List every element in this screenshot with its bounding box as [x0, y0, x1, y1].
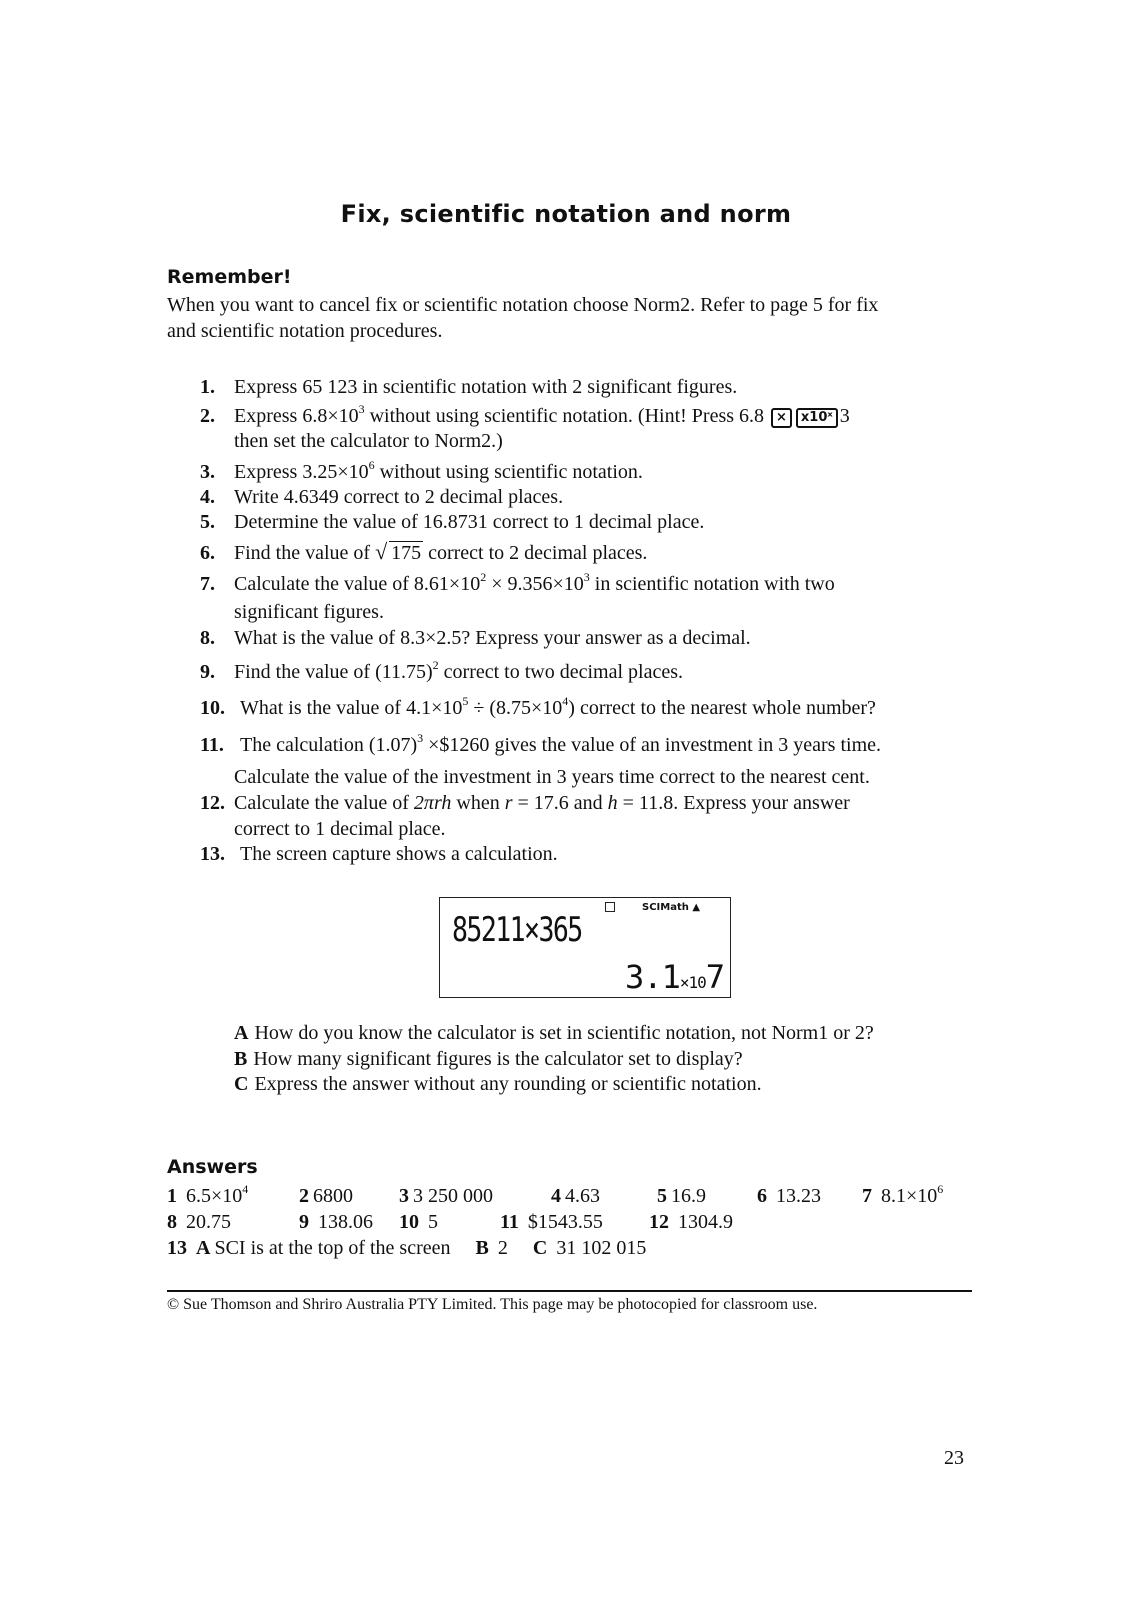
question-2-line2: then set the calculator to Norm2.) — [234, 430, 503, 452]
question-number: 9. — [200, 661, 215, 683]
question-number: 6. — [200, 542, 215, 564]
math-mode-icon — [605, 902, 615, 912]
question-1-text: Express 65 123 in scientific notation with 2 significant figures. — [234, 376, 738, 398]
answer-13: 13 A SCI is at the top of the screen B 2 C 31 102 015 — [167, 1237, 647, 1259]
answer-10: 10 5 — [399, 1211, 438, 1233]
question-number: 8. — [200, 627, 215, 649]
question-number: 13. — [200, 843, 225, 865]
question-number: 4. — [200, 486, 215, 508]
question-number: 10. — [200, 697, 225, 719]
question-4-text: Write 4.6349 correct to 2 decimal places. — [234, 486, 564, 508]
question-5-text: Determine the value of 16.8731 correct to 1 decimal place. — [234, 511, 705, 533]
question-number: 7. — [200, 573, 215, 595]
part-c: C Express the answer without any rounding or scientific notation. — [234, 1073, 762, 1095]
calculator-result: 3.1×107 — [625, 958, 724, 996]
question-7-line2: significant figures. — [234, 601, 384, 623]
answers-heading: Answers — [167, 1156, 258, 1178]
question-6-text: Find the value of √ 175 correct to 2 decimal places. — [234, 539, 648, 564]
answer-3: 3 3 250 000 — [399, 1185, 493, 1207]
question-number: 1. — [200, 376, 215, 398]
answer-6: 6 13.23 — [757, 1185, 821, 1207]
page-number: 23 — [944, 1447, 964, 1469]
question-number: 12. — [200, 792, 225, 814]
question-number: 5. — [200, 511, 215, 533]
part-b: B How many significant figures is the calculator set to display? — [234, 1048, 743, 1070]
calculator-expression: 85211×365 — [452, 910, 582, 950]
question-number: 2. — [200, 405, 215, 427]
square-root-icon: √ 175 — [375, 539, 422, 564]
question-10-text: What is the value of $4.1\times 10^5 \div (8.75\times 10^4)$ correct to the nearest whole number? — [240, 694, 876, 719]
question-8-text: What is the value of 8.3×2.5? Express your answer as a decimal. — [234, 627, 751, 649]
question-12-line2: correct to 1 decimal place. — [234, 818, 446, 840]
question-13-text: The screen capture shows a calculation. — [240, 843, 558, 865]
answer-2: 2 6800 — [299, 1185, 353, 1207]
question-11-line2: Calculate the value of the investment in 3 years time correct to the nearest cent. — [234, 766, 870, 788]
page-title: Fix, scientific notation and norm — [340, 200, 792, 228]
answer-8: 8 20.75 — [167, 1211, 231, 1233]
answer-9: 9 138.06 — [299, 1211, 373, 1233]
question-3-text: Express $3.25\times 10^6$ without using scientific notation. — [234, 458, 643, 483]
question-9-text: Find the value of $(11.75)^2$ correct to two decimal places. — [234, 658, 684, 683]
question-number: 11. — [200, 734, 224, 756]
answer-1: 1 $6.5\times 10^4$ — [167, 1182, 249, 1207]
answer-7: 7 $8.1\times 10^6$ — [862, 1182, 944, 1207]
x10-key-icon: x10ˣ — [796, 408, 838, 428]
calculator-screen — [439, 897, 731, 998]
question-2-text: Express $6.8\times 10^3$ without using scientific notation. (Hint! Press 6.8 × x10ˣ 3 — [234, 402, 850, 427]
remember-heading: Remember! — [167, 266, 292, 288]
footer-divider — [167, 1290, 972, 1292]
multiply-key-icon: × — [771, 408, 792, 428]
sci-indicator: SCIMath ▲ — [642, 902, 701, 913]
question-number: 3. — [200, 461, 215, 483]
part-a: A How do you know the calculator is set in scientific notation, not Norm1 or 2? — [234, 1022, 874, 1044]
answer-12: 12 1304.9 — [649, 1211, 733, 1233]
remember-text: When you want to cancel fix or scientific notation choose Norm2. Refer to page 5 for fix and scientific notation procedures. — [167, 294, 879, 342]
answer-11: 11 $1543.55 — [500, 1211, 603, 1233]
question-11-text: The calculation $(1.07)^3$ ×$1260 gives the value of an investment in 3 years time. — [240, 731, 881, 756]
copyright-notice: © Sue Thomson and Shriro Australia PTY Limited. This page may be photocopied for classroom use. — [167, 1296, 818, 1313]
answer-4: 4 4.63 — [551, 1185, 600, 1207]
question-7-text: Calculate the value of $8.61\times 10^2 \times 9.356\times 10^3$ in scientific notation with two — [234, 570, 835, 595]
question-12-text: Calculate the value of 2πrh when r = 17.6 and h = 11.8. Express your answer — [234, 792, 850, 814]
answer-5: 5 16.9 — [657, 1185, 706, 1207]
